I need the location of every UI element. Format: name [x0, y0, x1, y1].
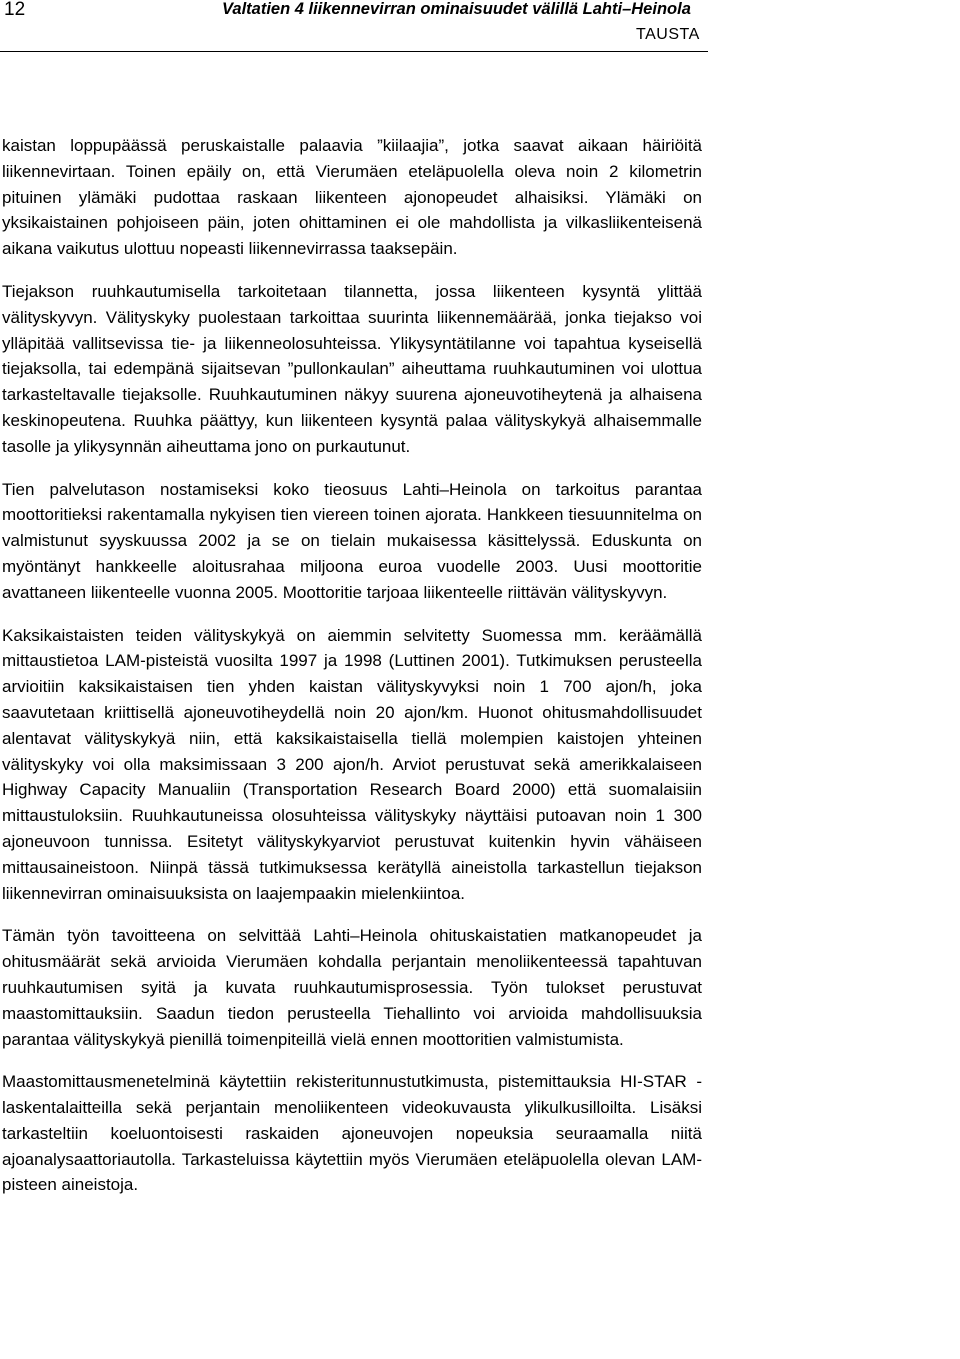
paragraph-1: kaistan loppupäässä peruskaistalle palaavia ”kiilaajia”, jotka saavat aikaan häiriöitä liikennevirtaan. Toinen epäily on, että Vierumäen eteläpuolella oleva noin 2 kilometrin pituinen ylämäki pudottaa raskaan liikenteen ajonopeudet alhaisiksi. Ylämäki on yksikaistainen pohjoiseen päin, joten ohittaminen ei ole mahdollista ja vilkasliikenteisenä aikana vaikutus ulottuu nopeasti liikennevirrassa taaksepäin. — [2, 136, 702, 259]
paragraph-3: Tien palvelutason nostamiseksi koko tieosuus Lahti–Heinola on tarkoitus parantaa moottoritieksi rakentamalla nykyisen tien viereen toinen ajorata. Hankkeen tiesuunnitelma on valmistunut syyskuussa 2002 ja se on tielain mukaisessa käsittelyssä. Eduskunta on myöntänyt hankkeelle aloitusrahaa miljoona euroa vuodelle 2003. Uusi moottoritie avattaneen liikenteelle vuonna 2005. Moottoritie tarjoaa liikenteelle riittävän välityskyvyn. — [2, 479, 702, 602]
paragraph-6: Maastomittausmenetelminä käytettiin rekisteritunnustutkimusta, pistemittauksia HI-STAR -laskentalaitteilla sekä perjantain menoliikenteen videokuvausta ylikulkusilloilta. Lisäksi tarkasteltiin koeluontoisesti raskaiden ajoneuvojen nopeuksia seuraamalla niitä ajoanalysaattoriautolla. Tarkasteluissa käytettiin myös Vierumäen eteläpuolella olevan LAM-pisteen aineistoja. — [2, 1072, 702, 1195]
paragraph-5: Tämän työn tavoitteena on selvittää Lahti–Heinola ohituskaistatien matkanopeudet ja ohitusmäärät sekä arvioida Vierumäen kohdalla perjantain menoliikenteessä tapahtuvan ruuhkautumisen syitä ja kuvata ruuhkautumisprosessia. Työn tulokset perustuvat maastomittauksiin. Saadun tiedon perusteella Tiehallinto voi arvioida mahdollisuuksia parantaa välityskykyä pienillä toimenpiteillä vielä ennen moottoritien valmistumista. — [2, 926, 702, 1049]
paragraph-2: Tiejakson ruuhkautumisella tarkoitetaan tilannetta, jossa liikenteen kysyntä ylittää välityskyvyn. Välityskyky puolestaan tarkoittaa suurinta liikennemäärää, jonka tiejakso voi ylläpitää vallitsevissa tie- ja liikenneolosuhteissa. Ylikysyntätilanne voi tapahtua kyseisellä tiejaksolla, tai edempänä sijaitsevan ”pullonkaulan” aiheuttama ruuhkautuminen voi ulottua tarkasteltavalle tiejaksolle. Ruuhkautuminen näkyy suurena ajoneuvotiheytenä ja alhaisena keskinopeutena. Ruuhka päättyy, kun liikenteen kysyntä palaa välityskykyä alhaisemmalle tasolle ja ylikysynnän aiheuttama jono on purkautunut. — [2, 281, 702, 456]
section-label: TAUSTA — [636, 26, 700, 43]
page-header — [0, 0, 960, 52]
header-rule — [0, 51, 708, 52]
body-text — [2, 133, 702, 1215]
running-title: Valtatien 4 liikennevirran ominaisuudet välillä Lahti–Heinola — [222, 0, 691, 18]
paragraph-4: Kaksikaistaisten teiden välityskykyä on aiemmin selvitetty Suomessa mm. keräämällä mittaustietoa LAM-pisteistä vuosilta 1997 ja 1998 (Luttinen 2001). Tutkimuksen perusteella arvioitiin kaksikaistaisen tien yhden kaistan välityskyvyksi noin 1 700 ajon/h, joka saavutetaan kriittisellä ajoneuvotiheydellä noin 20 ajon/km. Huonot ohitusmahdollisuudet alentavat välityskykyä niin, että kaksikaistaisella tiellä molempien kaistojen yhteinen välityskyky voi olla maksimissaan 3 200 ajon/h. Arviot perustuvat sekä amerikkalaiseen Highway Capacity Manualiin (Transportation Research Board 2000) että suomalaisiin mittaustuloksiin. Ruuhkautuneissa olosuhteissa välityskyky näyttäisi putoavan noin 1 300 ajoneuvoon tunnissa. Esitetyt välityskykyarviot perustuvat kuitenkin hyvin vähäiseen mittausaineistoon. Niinpä tässä tutkimuksessa kerätyllä aineistolla tarkastellun tiejakson liikennevirran ominaisuuksista on laajempaakin mielenkiintoa. — [2, 625, 702, 903]
page-number: 12 — [4, 0, 26, 20]
